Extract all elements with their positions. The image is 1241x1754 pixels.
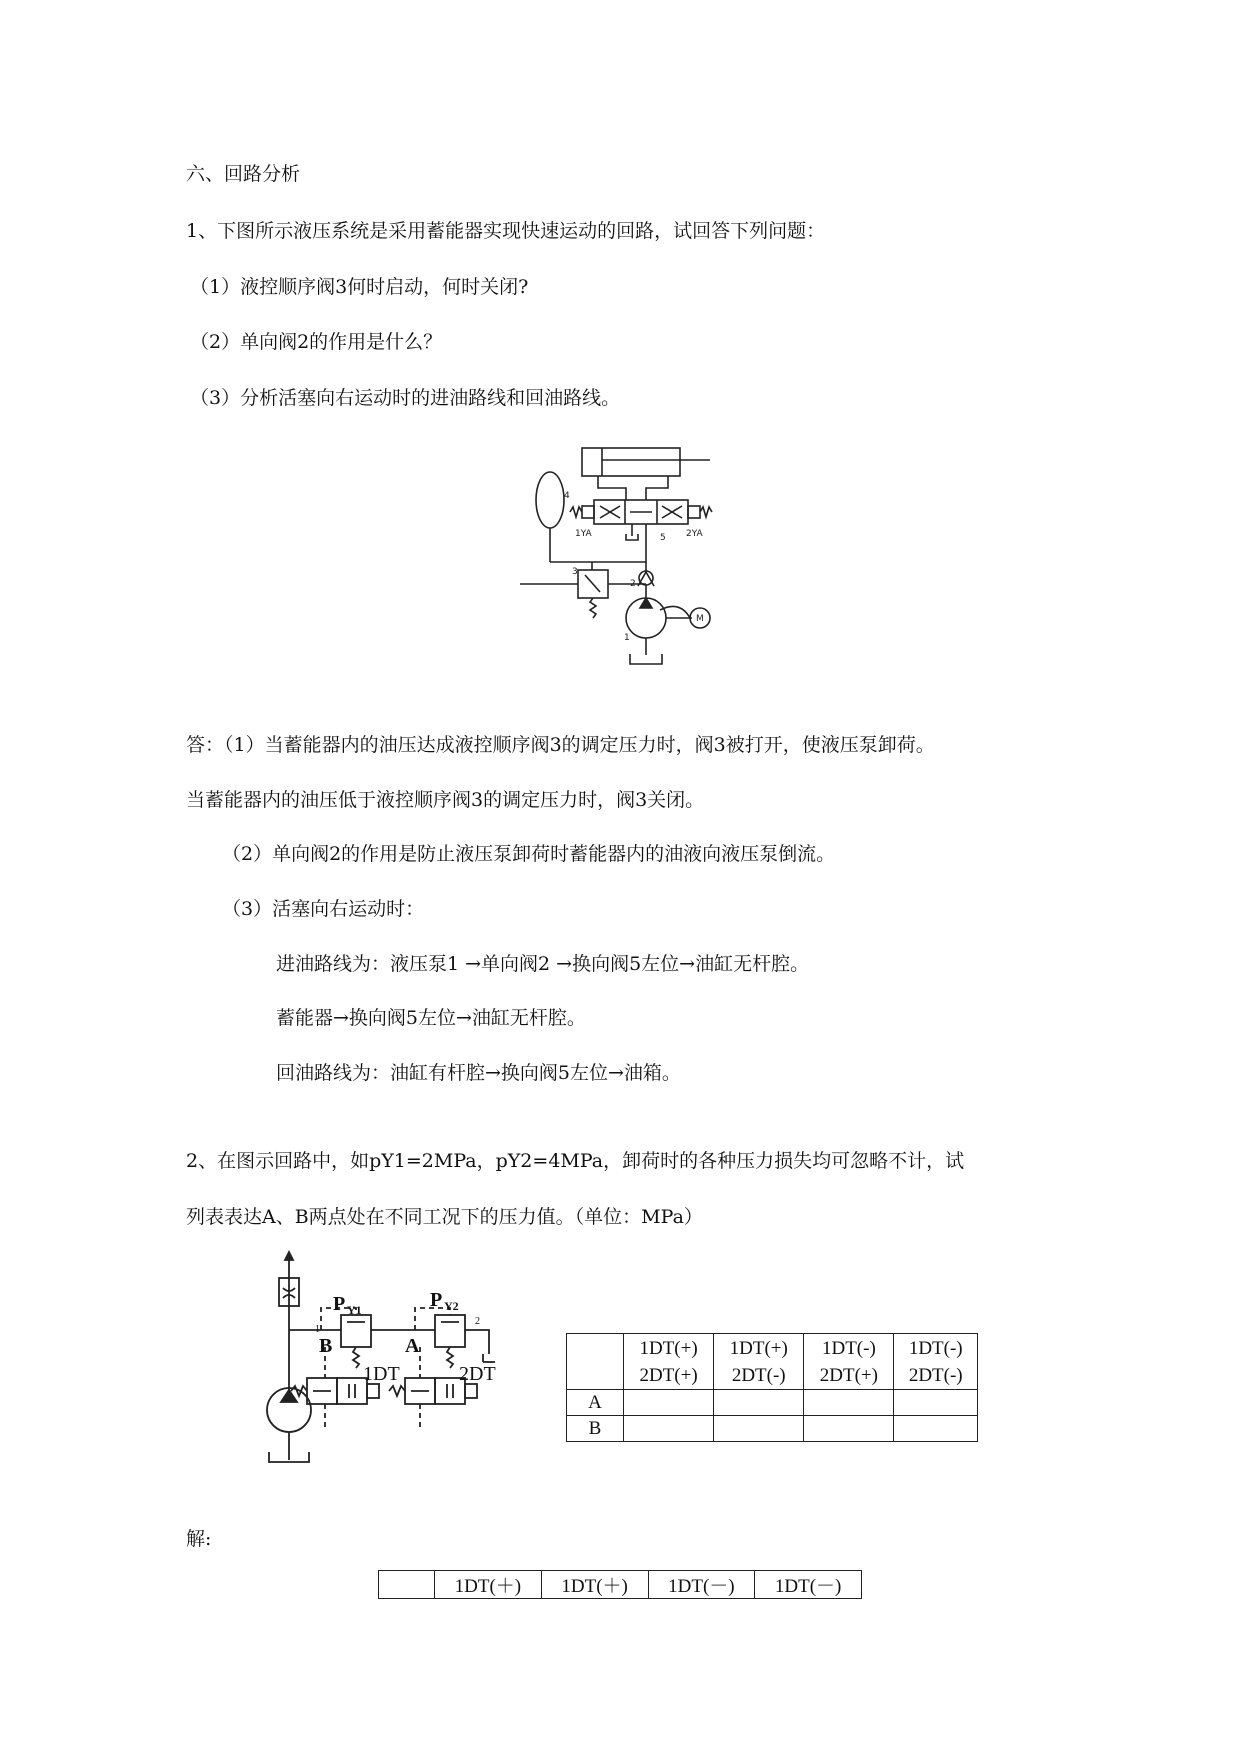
- fig2-label-2dt: 2DT: [459, 1363, 496, 1385]
- q1-sub3: （3）分析活塞向右运动时的进油路线和回油路线。: [190, 387, 621, 409]
- table-cell: [804, 1416, 894, 1442]
- table-cell: [714, 1390, 804, 1416]
- header-2dt: 2DT(+): [819, 1364, 878, 1386]
- pressure-table-corner: [567, 1334, 624, 1390]
- accumulator: [536, 472, 564, 528]
- table-cell: [624, 1416, 714, 1442]
- q1-prompt: 1、下图所示液压系统是采用蓄能器实现快速运动的回路，试回答下列问题：: [186, 220, 826, 242]
- header-1dt: 1DT(+): [639, 1337, 698, 1359]
- header-2dt: 2DT(-): [908, 1364, 963, 1386]
- q2-prompt-line1: 2、在图示回路中，如pY1=2MPa，pY2=4MPa，卸荷时的各种压力损失均可忽略不计，试: [186, 1150, 965, 1172]
- q1-sub1: （1）液控顺序阀3何时启动，何时关闭?: [190, 276, 529, 298]
- relief-valve-1: [341, 1315, 371, 1347]
- table-cell: [894, 1390, 978, 1416]
- fig2-point-b: B: [319, 1335, 333, 1357]
- table-cell: [714, 1416, 804, 1442]
- fig1-label-4: 4: [564, 491, 570, 501]
- q1-answer-2: （2）单向阀2的作用是防止液压泵卸荷时蓄能器内的油液向液压泵倒流。: [222, 843, 836, 865]
- header-2dt: 2DT(+): [639, 1364, 698, 1386]
- header-1dt: 1DT(-): [908, 1337, 963, 1359]
- table-cell: [624, 1390, 714, 1416]
- header-2dt: 2DT(-): [731, 1364, 786, 1386]
- pressure-table: [566, 1333, 978, 1442]
- q1-answer-3-inlet: 进油路线为：液压泵1 →单向阀2 →换向阀5左位→油缸无杆腔。: [276, 953, 810, 975]
- fig2-label-1: 1: [315, 1324, 320, 1335]
- row-label-a: A: [567, 1390, 624, 1416]
- header-1dt: 1DT(-): [821, 1337, 876, 1359]
- pressure-table-header: [714, 1334, 804, 1390]
- q1-answer-3: （3）活塞向右运动时：: [222, 898, 425, 920]
- q1-sub2: （2）单向阀2的作用是什么？: [190, 331, 443, 353]
- fig1-motor-label: M: [696, 614, 704, 624]
- fig2-py1-subscript: Y1: [347, 1303, 362, 1317]
- cylinder-body: [582, 448, 680, 476]
- solution-header: 1DT(－): [648, 1571, 755, 1599]
- solution-table-corner: [379, 1571, 435, 1599]
- pressure-table-header: [624, 1334, 714, 1390]
- fig2-label-2: 2: [475, 1316, 480, 1327]
- q2-prompt-line2: 列表表达A、B两点处在不同工况下的压力值。（单位：MPa）: [186, 1206, 703, 1228]
- table-cell: [894, 1416, 978, 1442]
- fig1-label-5: 5: [660, 533, 666, 543]
- hydraulic-circuit-diagram-2: [255, 1250, 555, 1500]
- fig2-py2-label: P: [430, 1289, 443, 1311]
- solution-header: 1DT(＋): [435, 1571, 542, 1599]
- pressure-table-header: [894, 1334, 978, 1390]
- solution-header: 1DT(＋): [541, 1571, 648, 1599]
- header-1dt: 1DT(+): [729, 1337, 788, 1359]
- fig1-label-3: 3: [572, 567, 578, 577]
- row-label-b: B: [567, 1416, 624, 1442]
- fig1-label-1: 1: [624, 633, 630, 643]
- fig2-point-a: A: [405, 1335, 420, 1357]
- q1-answer-3-accumulator: 蓄能器→换向阀5左位→油缸无杆腔。: [276, 1007, 586, 1029]
- relief-valve-2: [435, 1315, 465, 1347]
- solution-table: [378, 1570, 862, 1599]
- fig2-py1-label: P: [333, 1293, 346, 1315]
- fig2-py2-subscript: Y2: [444, 1299, 459, 1313]
- fig1-label-1ya: 1YA: [575, 529, 592, 539]
- table-cell: [804, 1390, 894, 1416]
- fig2-label-1dt: 1DT: [363, 1363, 400, 1385]
- solution-label: 解:: [186, 1528, 212, 1550]
- solution-header: 1DT(－): [755, 1571, 862, 1599]
- table-row: [567, 1390, 978, 1416]
- q1-answer-3-return: 回油路线为：油缸有杆腔→换向阀5左位→油箱。: [276, 1062, 681, 1084]
- pressure-table-header: [804, 1334, 894, 1390]
- table-row: [567, 1416, 978, 1442]
- fig1-label-2ya: 2YA: [686, 529, 703, 539]
- section-title: 六、回路分析: [186, 163, 301, 185]
- fig1-label-2: 2: [630, 579, 636, 589]
- hydraulic-circuit-diagram-1: [520, 440, 720, 705]
- q1-answer-line1: 答：（1）当蓄能器内的油压达成液控顺序阀3的调定压力时，阀3被打开，使液压泵卸荷。: [186, 734, 935, 756]
- q1-answer-line2: 当蓄能器内的油压低于液控顺序阀3的调定压力时，阀3关闭。: [186, 789, 705, 811]
